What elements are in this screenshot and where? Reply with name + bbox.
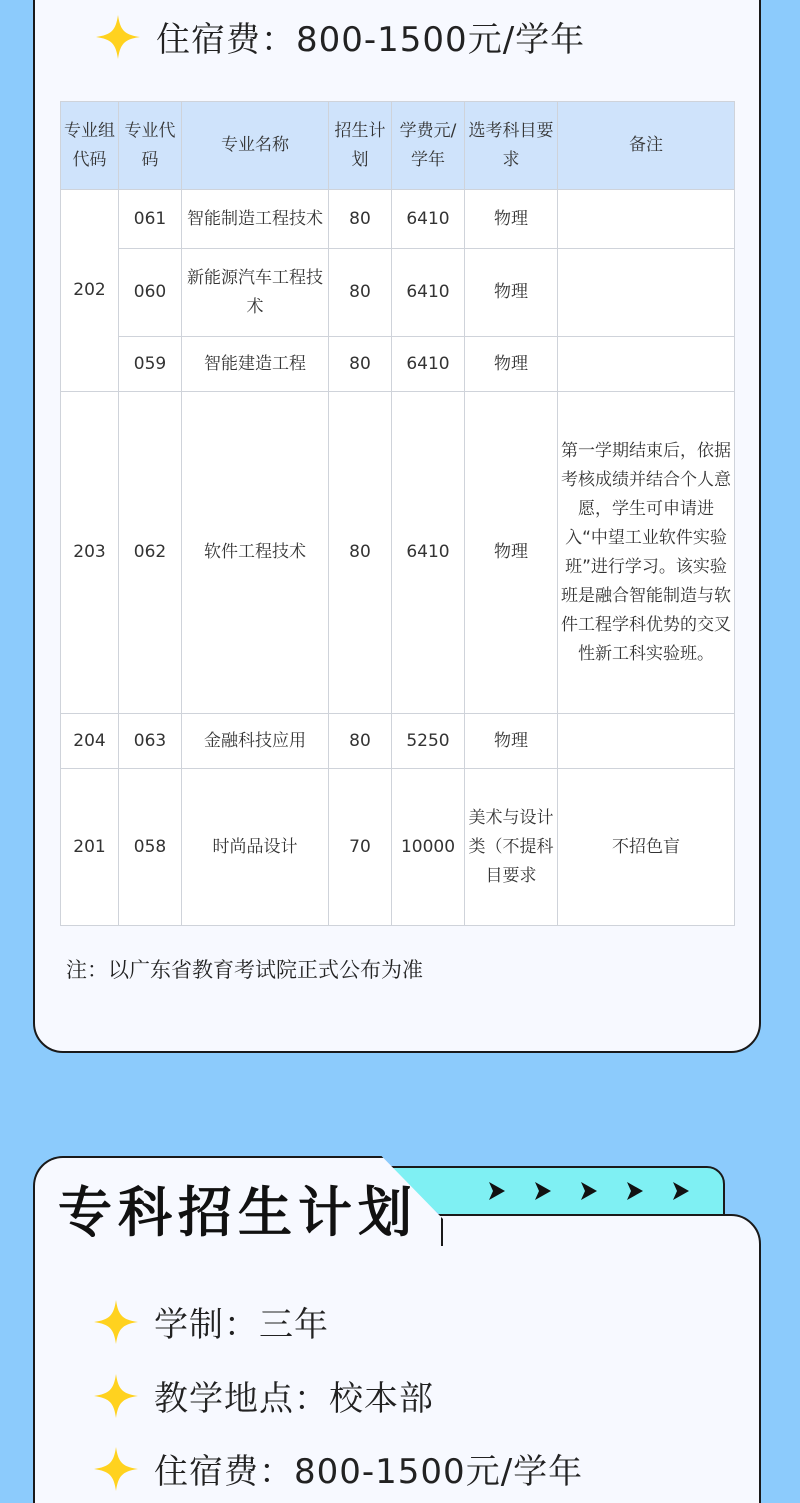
table-row — [61, 769, 735, 926]
group-code-cell: 204 — [61, 714, 119, 769]
tuition-cell: 6410 — [392, 337, 465, 392]
sparkle-star-icon — [94, 1447, 138, 1491]
major-name-cell: 智能制造工程技术 — [182, 190, 329, 249]
major-code-cell: 063 — [119, 714, 182, 769]
major-code-cell: 061 — [119, 190, 182, 249]
duration-bullet — [94, 1297, 329, 1346]
sparkle-star-icon — [94, 1374, 138, 1418]
plan-cell: 80 — [329, 249, 392, 337]
major-code-cell: 059 — [119, 337, 182, 392]
footnote: 注：以广东省教育考试院正式公布为准 — [66, 958, 423, 982]
subject-cell: 物理 — [465, 190, 558, 249]
group-code-cell: 203 — [61, 392, 119, 714]
table-row — [61, 714, 735, 769]
header-plan: 招生计划 — [329, 102, 392, 190]
duration-text: 学制：三年 — [154, 1305, 329, 1345]
table-row — [61, 190, 735, 249]
major-name-cell: 软件工程技术 — [182, 392, 329, 714]
header-subject: 选考科目要求 — [465, 102, 558, 190]
table-row — [61, 392, 735, 714]
subject-cell: 物理 — [465, 249, 558, 337]
header-tuition: 学费元/学年 — [392, 102, 465, 190]
header-note: 备注 — [558, 102, 735, 190]
fee-bullet — [96, 12, 585, 61]
major-code-cell: 058 — [119, 769, 182, 926]
major-name-cell: 新能源汽车工程技术 — [182, 249, 329, 337]
sparkle-star-icon — [94, 1300, 138, 1344]
ribbon-arrows — [485, 1176, 693, 1206]
tuition-cell: 5250 — [392, 714, 465, 769]
header-major-name: 专业名称 — [182, 102, 329, 190]
play-arrow-icon — [485, 1176, 509, 1206]
tuition-cell: 6410 — [392, 392, 465, 714]
location-bullet — [94, 1371, 434, 1420]
table-header-row — [61, 102, 735, 190]
table-row — [61, 337, 735, 392]
table-row — [61, 249, 735, 337]
accommodation-bullet — [94, 1444, 583, 1493]
major-name-cell: 智能建造工程 — [182, 337, 329, 392]
group-code-cell: 202 — [61, 190, 119, 392]
note-cell — [558, 249, 735, 337]
plan-cell: 80 — [329, 392, 392, 714]
note-cell — [558, 190, 735, 249]
header-major-code: 专业代码 — [119, 102, 182, 190]
major-name-cell: 时尚品设计 — [182, 769, 329, 926]
plan-cell: 80 — [329, 337, 392, 392]
location-text: 教学地点：校本部 — [154, 1379, 434, 1419]
play-arrow-icon — [531, 1176, 555, 1206]
play-arrow-icon — [623, 1176, 647, 1206]
plan-cell: 80 — [329, 714, 392, 769]
note-cell — [558, 714, 735, 769]
plan-cell: 80 — [329, 190, 392, 249]
note-cell: 不招色盲 — [558, 769, 735, 926]
tuition-cell: 10000 — [392, 769, 465, 926]
major-name-cell: 金融科技应用 — [182, 714, 329, 769]
subject-cell: 物理 — [465, 392, 558, 714]
group-code-cell: 201 — [61, 769, 119, 926]
play-arrow-icon — [669, 1176, 693, 1206]
tuition-cell: 6410 — [392, 190, 465, 249]
admission-plan-table — [60, 101, 735, 926]
plan-cell: 70 — [329, 769, 392, 926]
major-code-cell: 060 — [119, 249, 182, 337]
note-cell: 第一学期结束后，依据考核成绩并结合个人意愿，学生可申请进入“中望工业软件实验班”进行学习。该实验班是融合智能制造与软件工程学科优势的交叉性新工科实验班。 — [558, 392, 735, 714]
subject-cell: 美术与设计类（不提科目要求 — [465, 769, 558, 926]
tuition-cell: 6410 — [392, 249, 465, 337]
section-title: 专科招生计划 — [58, 1181, 418, 1244]
major-code-cell: 062 — [119, 392, 182, 714]
note-cell — [558, 337, 735, 392]
subject-cell: 物理 — [465, 337, 558, 392]
fee-text: 住宿费：800-1500元/学年 — [156, 20, 586, 60]
header-group-code: 专业组代码 — [61, 102, 119, 190]
accommodation-text: 住宿费：800-1500元/学年 — [154, 1452, 584, 1492]
sparkle-star-icon — [96, 15, 140, 59]
play-arrow-icon — [577, 1176, 601, 1206]
subject-cell: 物理 — [465, 714, 558, 769]
